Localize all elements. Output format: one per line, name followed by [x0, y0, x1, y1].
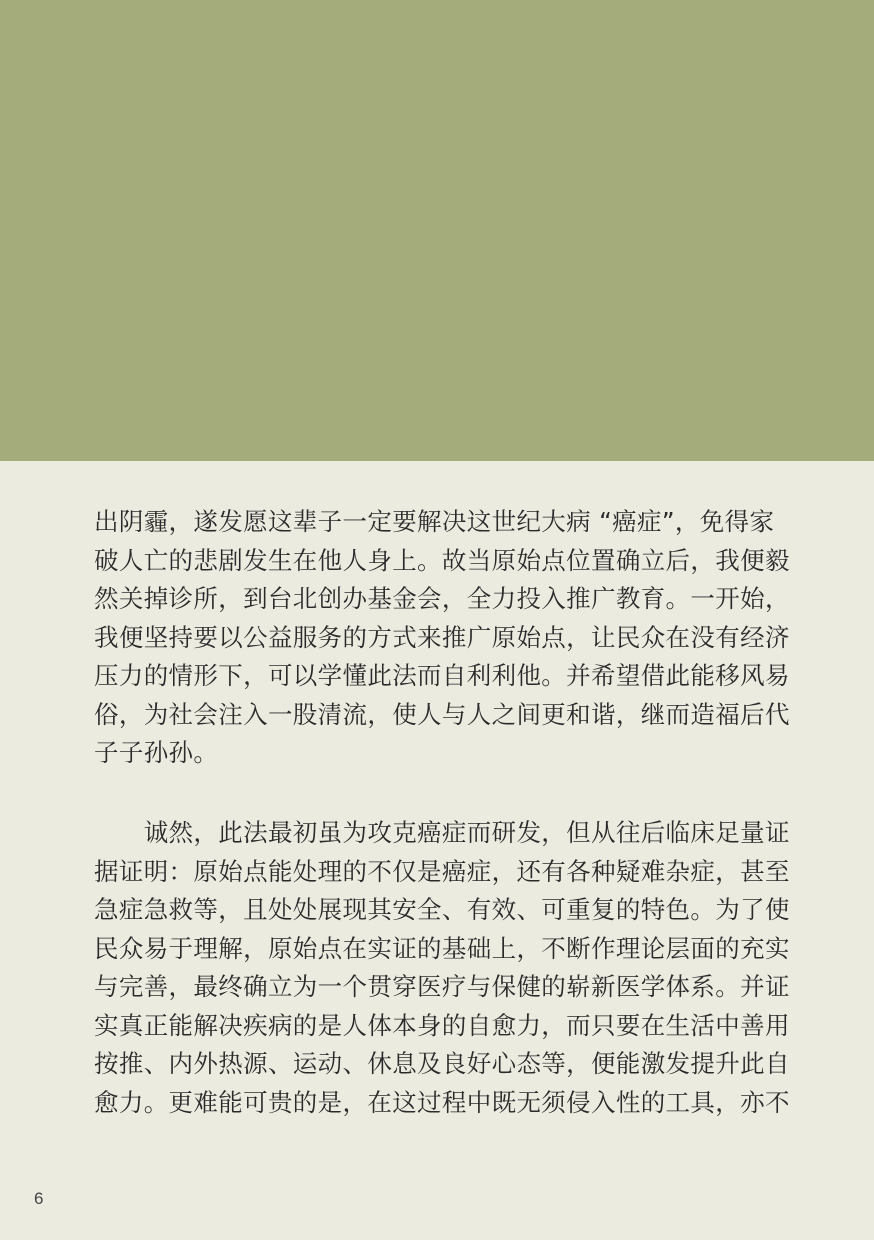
paragraph-line: 按推、内外热源、运动、休息及良好心态等，便能激发提升此自	[94, 1049, 790, 1078]
paragraph-line: 急症急救等，且处处展现其安全、有效、可重复的特色。为了使	[94, 895, 790, 924]
paragraph-line: 据证明：原始点能处理的不仅是癌症，还有各种疑难杂症，甚至	[94, 856, 790, 886]
paragraph-line: 与完善，最终确立为一个贯穿医疗与保健的崭新医学体系。并证	[94, 972, 790, 1001]
top-color-banner	[0, 0, 874, 461]
page-number: 6	[34, 1189, 44, 1208]
paragraph-line: 愈力。更难能可贵的是，在这过程中既无须侵入性的工具，亦不	[94, 1087, 790, 1117]
paragraph-line: 然关掉诊所，到台北创办基金会，全力投入推广教育。一开始，	[94, 584, 790, 613]
paragraph-line: 我便坚持要以公益服务的方式来推广原始点，让民众在没有经济	[94, 622, 790, 652]
paragraph-1	[94, 503, 794, 773]
paragraph-line: 子子孙孙。	[94, 738, 219, 767]
paragraph-line: 民众易于理解，原始点在实证的基础上，不断作理论层面的充实	[94, 933, 790, 963]
paragraph-line: 压力的情形下，可以学懂此法而自利利他。并希望借此能移风易	[94, 661, 790, 690]
paragraph-2	[94, 814, 794, 1122]
paragraph-line: 破人亡的悲剧发生在他人身上。故当原始点位置确立后，我便毅	[94, 545, 790, 575]
paragraph-line: 俗，为社会注入一股清流，使人与人之间更和谐，继而造福后代	[94, 699, 790, 729]
paragraph-line: 诚然，此法最初虽为攻克癌症而研发，但从往后临床足量证	[94, 818, 790, 847]
paragraph-line: 出阴霾，遂发愿这辈子一定要解决这世纪大病 “癌症”，免得家	[94, 507, 775, 536]
paragraph-line: 实真正能解决疾病的是人体本身的自愈力，而只要在生活中善用	[94, 1010, 790, 1040]
